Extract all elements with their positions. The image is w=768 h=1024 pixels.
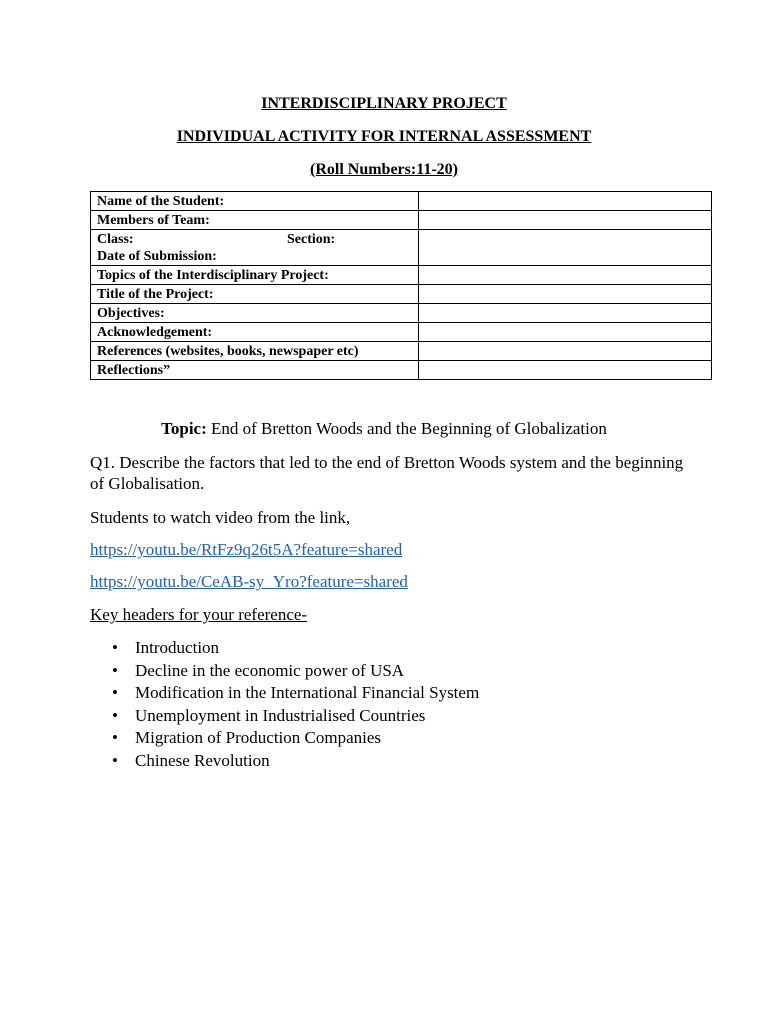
bullet-icon: • (112, 728, 118, 747)
bullet-icon: • (112, 683, 118, 702)
list-item-text: Chinese Revolution (135, 750, 270, 770)
list-item (90, 727, 479, 750)
row-value-cell[interactable] (419, 304, 712, 323)
bullet-icon: • (112, 638, 118, 657)
list-item (90, 637, 479, 660)
table-row (91, 266, 712, 285)
link-line-1 (90, 539, 690, 560)
list-item-text: Introduction (135, 638, 220, 657)
row-label: Topics of the Interdisciplinary Project: (91, 266, 419, 285)
activity-heading: INDIVIDUAL ACTIVITY FOR INTERNAL ASSESSMENT (176, 128, 592, 145)
table-row (91, 323, 712, 342)
row-label: Reflections” (91, 361, 419, 380)
bullet-icon: • (112, 705, 118, 725)
class-label: Class: (97, 232, 134, 247)
table-row (91, 304, 712, 323)
row-value-cell[interactable] (419, 285, 712, 304)
list-item (90, 705, 479, 728)
list-item (90, 660, 479, 683)
row-value-cell[interactable] (419, 211, 712, 230)
row-value-cell[interactable] (419, 230, 712, 266)
row-value-cell[interactable] (419, 342, 712, 361)
class-section-date-label (91, 230, 419, 266)
topic-line (0, 419, 768, 439)
topic-label: Topic: (161, 419, 207, 438)
row-label: Name of the Student: (91, 192, 419, 211)
list-item-text: Migration of Production Companies (135, 728, 382, 747)
list-item (90, 750, 479, 773)
date-of-submission-label: Date of Submission: (97, 249, 217, 264)
row-label: Acknowledgement: (91, 323, 419, 342)
row-value-cell[interactable] (419, 361, 712, 380)
bullet-icon: • (112, 750, 118, 770)
list-item-text: Modification in the International Financial System (135, 683, 480, 702)
row-label: References (websites, books, newspaper etc) (91, 342, 419, 361)
roll-numbers-heading: (Roll Numbers:11-20) (310, 161, 458, 178)
instruction-text: Students to watch video from the link, (90, 508, 351, 527)
question-text: Q1. Describe the factors that led to the end of Bretton Woods system and the beginning of Globalisation. (90, 453, 684, 493)
topic-text: End of Bretton Woods and the Beginning of Globalization (206, 419, 607, 438)
key-headers-list (90, 637, 479, 772)
video-link-1[interactable]: https://youtu.be/RtFz9q26t5A?feature=shared (90, 540, 403, 559)
section-label: Section: (287, 232, 336, 247)
row-value-cell[interactable] (419, 266, 712, 285)
student-info-table (90, 191, 712, 380)
project-heading: INTERDISCIPLINARY PROJECT (261, 95, 507, 112)
table-row (91, 342, 712, 361)
row-value-cell[interactable] (419, 192, 712, 211)
video-link-2[interactable]: https://youtu.be/CeAB-sy_Yro?feature=shared (90, 572, 408, 591)
row-label: Objectives: (91, 304, 419, 323)
row-value-cell[interactable] (419, 323, 712, 342)
list-item-text: Decline in the economic power of USA (135, 660, 405, 680)
table-row (91, 211, 712, 230)
row-label: Members of Team: (91, 211, 419, 230)
link-line-2 (90, 571, 690, 592)
row-label: Title of the Project: (91, 285, 419, 304)
table-row (91, 192, 712, 211)
bullet-icon: • (112, 660, 118, 680)
list-item (90, 682, 479, 705)
table-row (91, 230, 712, 266)
key-headers-title: Key headers for your reference- (90, 605, 308, 624)
table-row (91, 285, 712, 304)
list-item-text: Unemployment in Industrialised Countries (135, 705, 426, 725)
table-row (91, 361, 712, 380)
